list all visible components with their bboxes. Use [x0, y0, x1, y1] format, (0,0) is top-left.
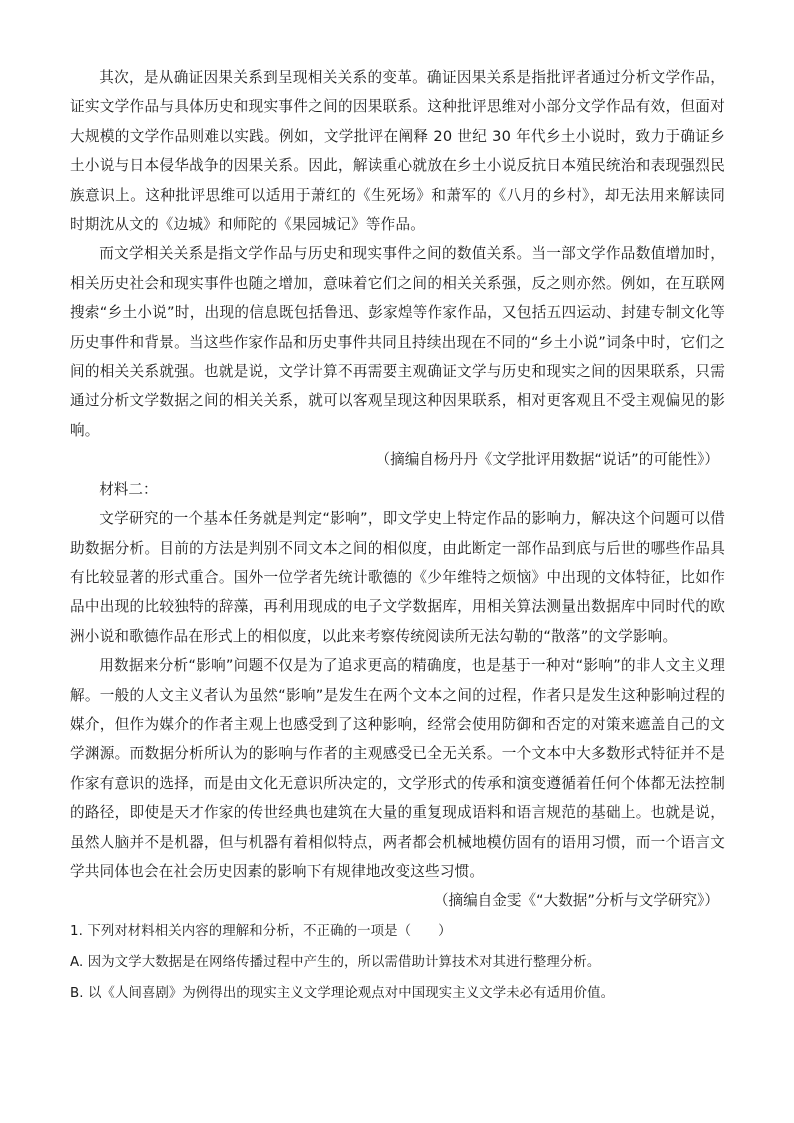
document-page [70, 63, 725, 1009]
material1-paragraph-1: 其次，是从确证因果关系到呈现相关关系的变革。确证因果关系是指批评者通过分析文学作品，证实文学作品与具体历史和现实事件之间的因果联系。这种批评思维对小部分文学作品有效，但面对大规模的文学作品则难以实践。例如，文学批评在阐释 20 世纪 30 年代乡土小说时，致力于确证乡土小说与日本侵华战争的因果关系。因此，解读重心就放在乡土小说反抗日本殖民统治和表现强烈民族意识上。这种批评思维可以适用于萧红的《生死场》和萧军的《八月的乡村》，却无法用来解读同时期沈从文的《边城》和师陀的《果园城记》等作品。 [70, 69, 725, 234]
material1-source: （摘编自杨丹丹《文学批评用数据“说话”的可能性》） [375, 451, 719, 469]
material2-source: （摘编自金雯《“大数据”分析与文学研究》） [433, 892, 719, 910]
question-stem: 1. 下列对材料相关内容的理解和分析，不正确的一项是（ ） [70, 923, 452, 939]
question-option-a: A. 因为文学大数据是在网络传播过程中产生的，所以需借助计算技术对其进行整理分析。 [70, 954, 601, 970]
question-option-b: B. 以《人间喜剧》为例得出的现实主义文学理论观点对中国现实主义文学未必有适用价值。 [70, 985, 615, 1001]
material2-paragraph-1: 文学研究的一个基本任务就是判定“影响”，即文学史上特定作品的影响力，解决这个问题可以借助数据分析。目前的方法是判别不同文本之间的相似度，由此断定一部作品到底与后世的哪些作品具有比较显著的形式重合。国外一位学者先统计歌德的《少年维特之烦恼》中出现的文体特征，比如作品中出现的比较独特的辞藻，再利用现成的电子文学数据库，用相关算法测量出数据库中同时代的欧洲小说和歌德作品在形式上的相似度，以此来考察传统阅读所无法勾勒的“散落”的文学影响。 [70, 510, 725, 645]
material1-paragraph-2: 而文学相关关系是指文学作品与历史和现实事件之间的数值关系。当一部文学作品数值增加时，相关历史社会和现实事件也随之增加，意味着它们之间的相关关系强，反之则亦然。例如，在互联网搜索“乡土小说”时，出现的信息既包括鲁迅、彭家煌等作家作品，又包括五四运动、封建专制文化等历史事件和背景。当这些作家作品和历史事件共同且持续出现在不同的“乡土小说”词条中时，它们之间的相关关系就强。也就是说，文学计算不再需要主观确证文学与历史和现实之间的因果联系，只需通过分析文学数据之间的相关关系，就可以客观呈现这种因果联系，相对更客观且不受主观偏见的影响。 [70, 245, 725, 439]
material2-paragraph-2: 用数据来分析“影响”问题不仅是为了追求更高的精确度，也是基于一种对“影响”的非人文主义理解。一般的人文主义者认为虽然“影响”是发生在两个文本之间的过程，作者只是发生这种影响过程的媒介，但作为媒介的作者主观上也感受到了这种影响，经常会使用防御和否定的对策来遮盖自己的文学渊源。而数据分析所认为的影响与作者的主观感受已全无关系。一个文本中大多数形式特征并不是作家有意识的选择，而是由文化无意识所决定的，文学形式的传承和演变遵循着任何个体都无法控制的路径，即使是天才作家的传世经典也建筑在大量的重复现成语料和语言规范的基础上。也就是说，虽然人脑并不是机器，但与机器有着相似特点，两者都会机械地模仿固有的语用习惯，而一个语言文学共同体也会在社会历史因素的影响下有规律地改变这些习惯。 [70, 657, 725, 880]
material2-heading: 材料二： [99, 480, 158, 498]
